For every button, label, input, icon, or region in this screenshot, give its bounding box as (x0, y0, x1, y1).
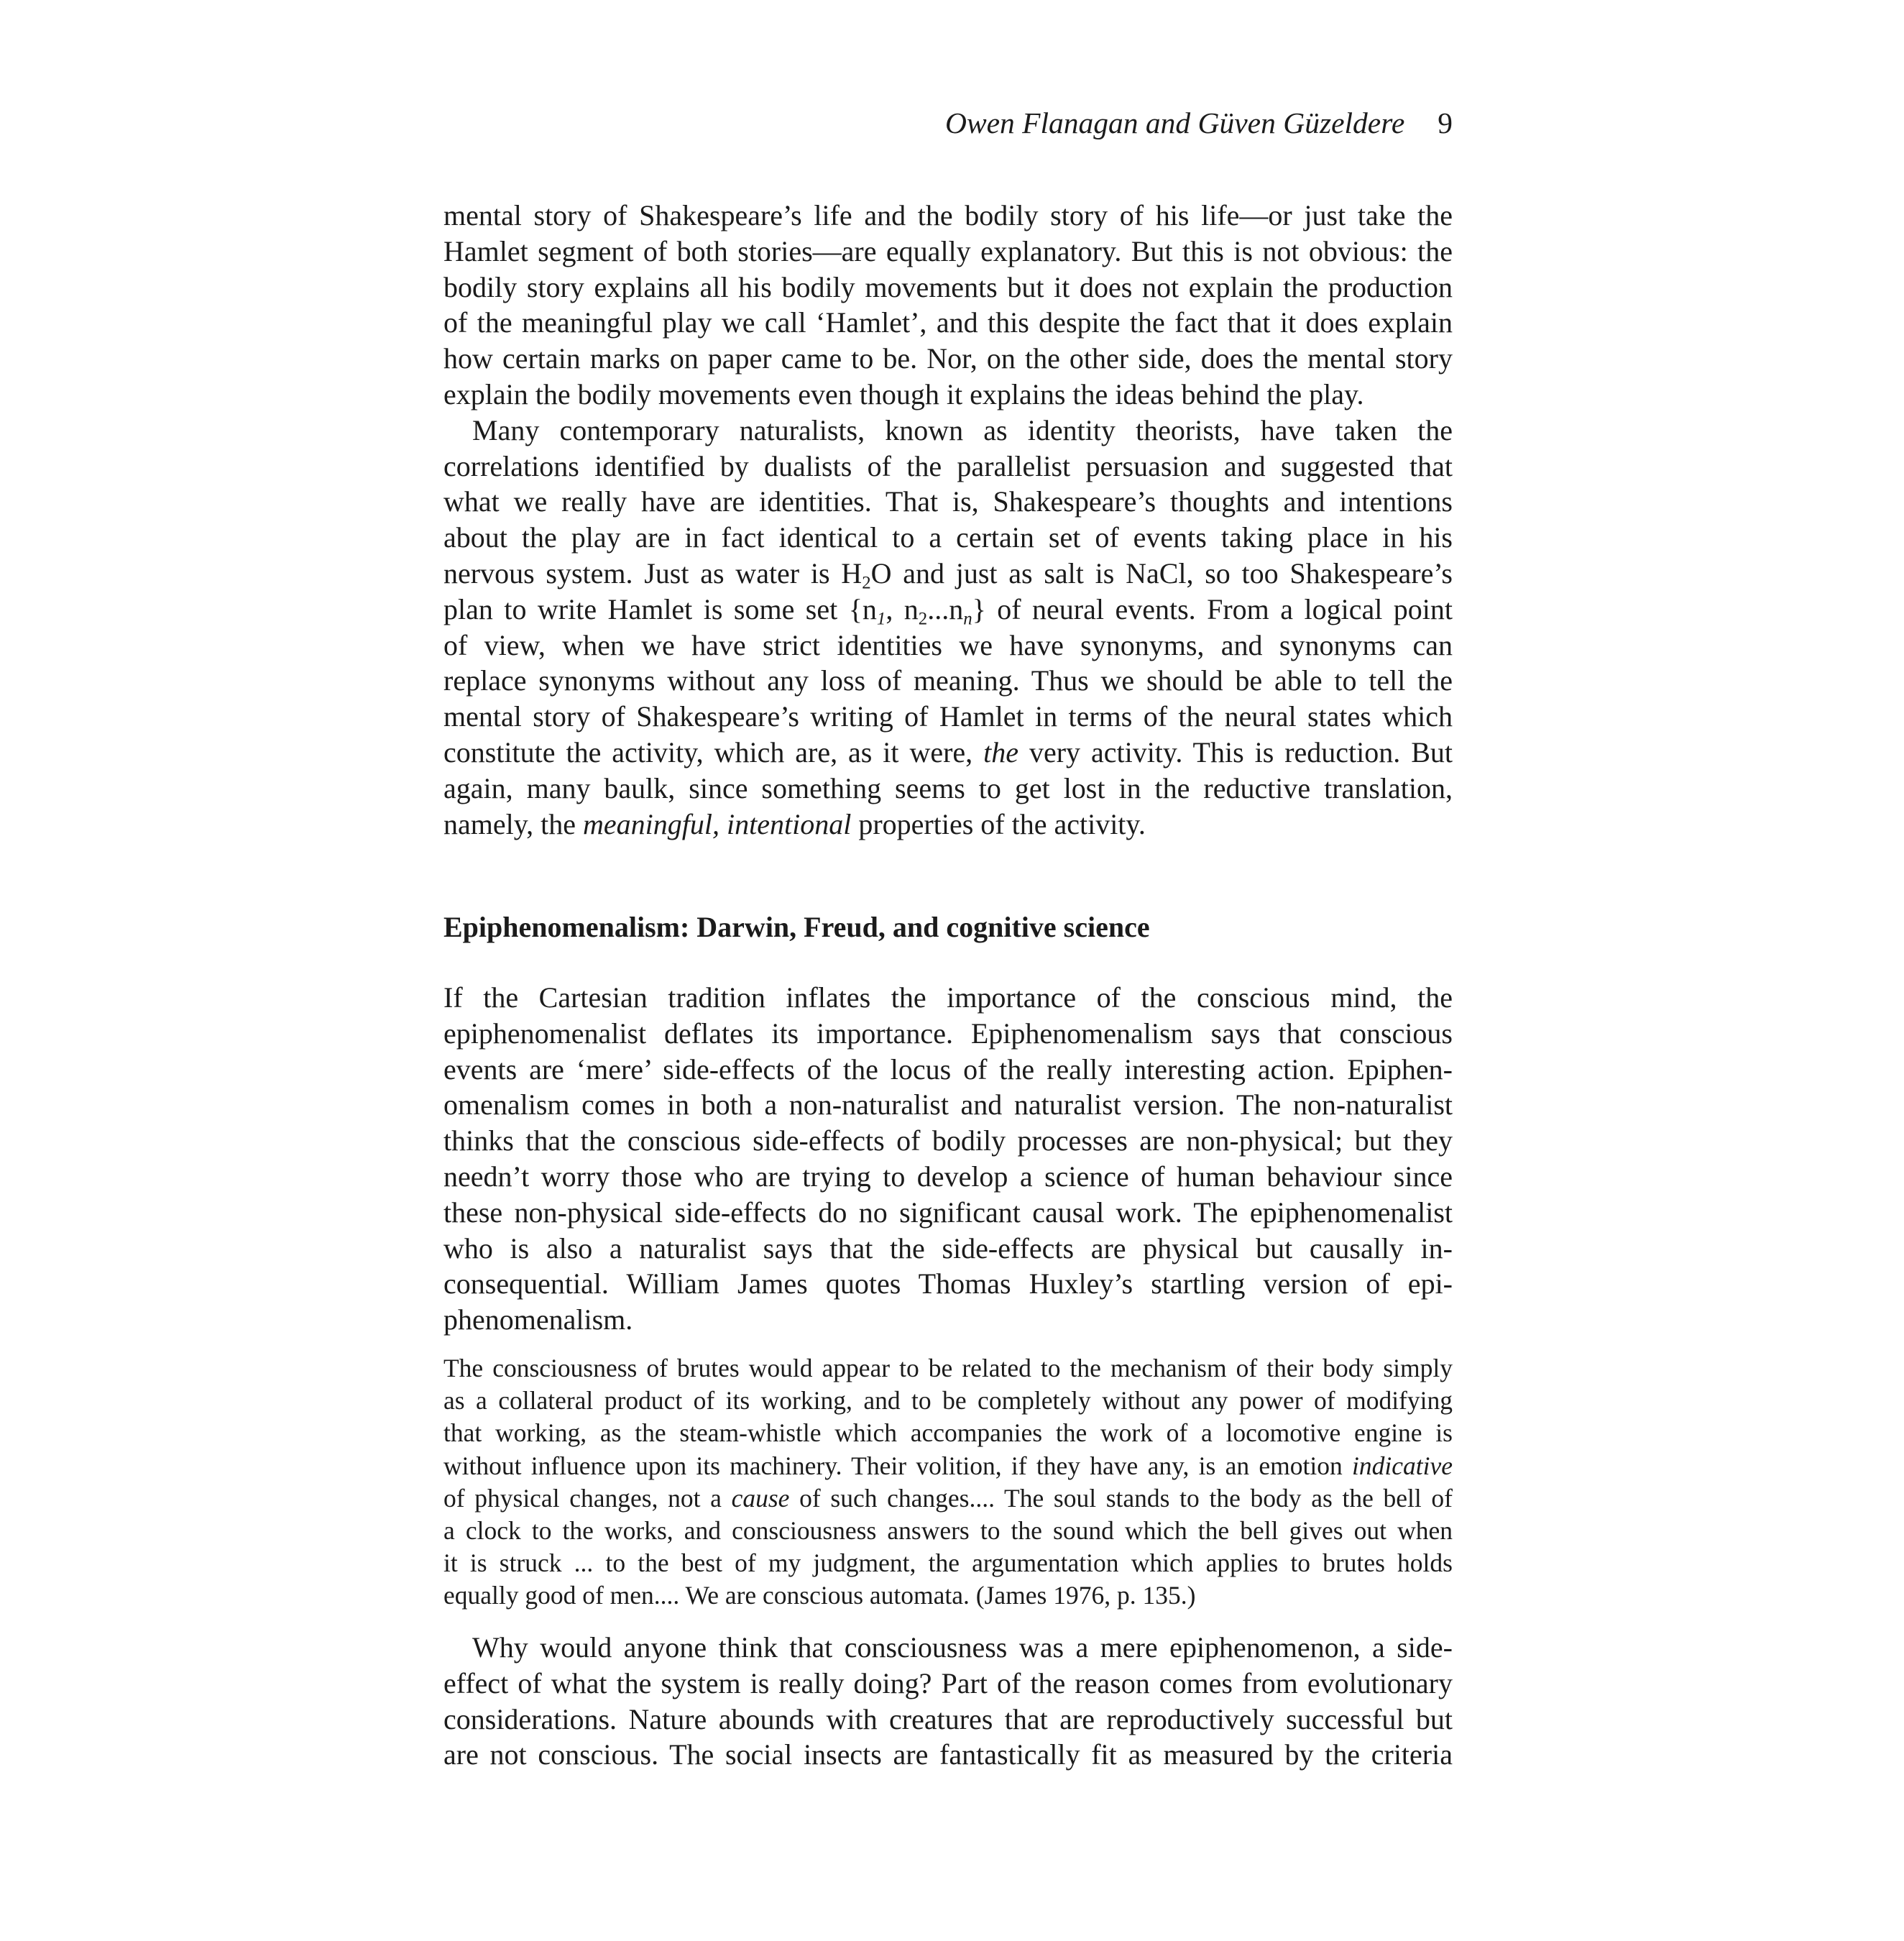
text-line: needn’t worry those who are trying to develop a science of human behaviour since (443, 1160, 1453, 1193)
block-quote (443, 1352, 1453, 1612)
text-line: it is struck ... to the best of my judgment, the argumentation which applies to brutes holds (443, 1548, 1453, 1578)
text-line: The consciousness of brutes would appear to be related to the mechanism of their body simply (443, 1354, 1453, 1382)
paragraph (443, 198, 1453, 413)
text-line: these non-physical side-effects do no significant causal work. The epiphenomenalist (443, 1196, 1453, 1229)
text-line: about the play are in fact identical to a certain set of events taking place in his (443, 521, 1453, 554)
italic-subscript: n (963, 609, 972, 629)
quote-paragraph (443, 1352, 1453, 1612)
text-line: how certain marks on paper came to be. Nor, on the other side, does the mental story (443, 342, 1453, 375)
paragraph (443, 980, 1453, 1338)
italic-run: meaningful, intentional (583, 807, 852, 840)
subscript: 2 (918, 609, 928, 629)
text-line: a clock to the works, and consciousness answers to the sound which the bell gives out when (443, 1516, 1453, 1546)
running-head (443, 106, 1453, 143)
text-run: constitute the activity, which are, as it were, (443, 735, 984, 768)
text-line: what we really have are identities. That is, Shakespeare’s thoughts and intentions (443, 485, 1453, 518)
italic-run: indicative (1352, 1451, 1453, 1480)
text-line (443, 807, 1453, 843)
text-run: namely, the (443, 807, 584, 840)
running-head-authors: Owen Flanagan and Güven Güzeldere (944, 106, 1405, 139)
page-number: 9 (1438, 106, 1453, 139)
text-line: equally good of men.... We are conscious automata. (James 1976, p. 135.) (443, 1581, 1196, 1610)
text-line: correlations identified by dualists of the parallelist persuasion and suggested that (443, 449, 1453, 482)
text-run: ...n (927, 592, 964, 625)
text-line: of view, when we have strict identities we have synonyms, and synonyms can (443, 628, 1453, 661)
text-line (443, 556, 1453, 592)
italic-run: cause (731, 1483, 790, 1513)
text-run: of such changes.... The soul stands to the body as the bell of (789, 1483, 1453, 1513)
body-text-block (443, 1630, 1453, 1773)
text-run: nervous system. Just as water is H (443, 556, 863, 589)
text-run: } of neural events. From a logical point (972, 592, 1453, 625)
text-line: thinks that the conscious side-effects of bodily processes are non-physical; but they (443, 1124, 1453, 1157)
paragraph (443, 1630, 1453, 1773)
text-run: , n (886, 592, 919, 625)
text-line (443, 1450, 1453, 1482)
text-line: mental story of Shakespeare’s life and the bodily story of his life—or just take the (443, 199, 1453, 231)
text-run: O and just as salt is NaCl, so too Shakespeare’s (870, 556, 1453, 589)
text-line: Hamlet segment of both stories—are equally explanatory. But this is not obvious: the (443, 234, 1453, 267)
text-line: of the meaningful play we call ‘Hamlet’, and this despite the fact that it does explain (443, 306, 1453, 339)
text-line: consequential. William James quotes Thomas Huxley’s startling version of epi- (443, 1267, 1453, 1300)
body-text-block (443, 198, 1453, 842)
body-text-block (443, 980, 1453, 1338)
text-line: that working, as the steam-whistle which accompanies the work of a locomotive engine is (443, 1418, 1453, 1448)
text-run: very activity. This is reduction. But (1018, 735, 1453, 768)
text-line: If the Cartesian tradition inflates the importance of the conscious mind, the (443, 981, 1453, 1014)
text-run: of physical changes, not a (443, 1483, 732, 1513)
text-line: bodily story explains all his bodily movements but it does not explain the production (443, 270, 1453, 303)
text-line: phenomenalism. (443, 1303, 633, 1336)
text-line: omenalism comes in both a non-naturalist and naturalist version. The non-naturalist (443, 1088, 1453, 1121)
subscript: 2 (862, 573, 871, 593)
text-line: mental story of Shakespeare’s writing of Hamlet in terms of the neural states which (443, 700, 1453, 733)
text-line: Why would anyone think that consciousness was a mere epiphenomenon, a side- (472, 1631, 1453, 1664)
text-run: without influence upon its machinery. Their volition, if they have any, is an emotion (443, 1451, 1353, 1480)
text-line: who is also a naturalist says that the side-effects are physical but causally in- (443, 1231, 1453, 1265)
text-line: events are ‘mere’ side-effects of the locus of the really interesting action. Epiphen- (443, 1052, 1453, 1086)
text-line: again, many baulk, since something seems to get lost in the reductive translation, (443, 771, 1453, 804)
italic-subscript: 1 (876, 609, 886, 629)
text-line (443, 735, 1453, 771)
paragraph (443, 413, 1453, 843)
italic-run: the (983, 735, 1018, 768)
text-run: plan to write Hamlet is some set {n (443, 592, 877, 625)
text-line: effect of what the system is really doing? Part of the reason comes from evolutionary (443, 1666, 1453, 1699)
text-line: explain the bodily movements even though it explains the ideas behind the play. (443, 377, 1364, 410)
text-run: properties of the activity. (851, 807, 1146, 840)
text-line (443, 592, 1453, 628)
text-line (443, 1482, 1453, 1515)
text-line: Many contemporary naturalists, known as identity theorists, have taken the (472, 413, 1453, 446)
section-heading: Epiphenomenalism: Darwin, Freud, and cognitive science (443, 911, 1150, 943)
text-line: are not conscious. The social insects are fantastically fit as measured by the criteria (443, 1738, 1453, 1771)
text-line: epiphenomenalist deflates its importance. Epiphenomenalism says that conscious (443, 1017, 1453, 1050)
text-line: considerations. Nature abounds with creatures that are reproductively successful but (443, 1702, 1453, 1735)
text-line: as a collateral product of its working, and to be completely without any power of modifying (443, 1386, 1453, 1415)
text-line: replace synonyms without any loss of meaning. Thus we should be able to tell the (443, 664, 1453, 697)
